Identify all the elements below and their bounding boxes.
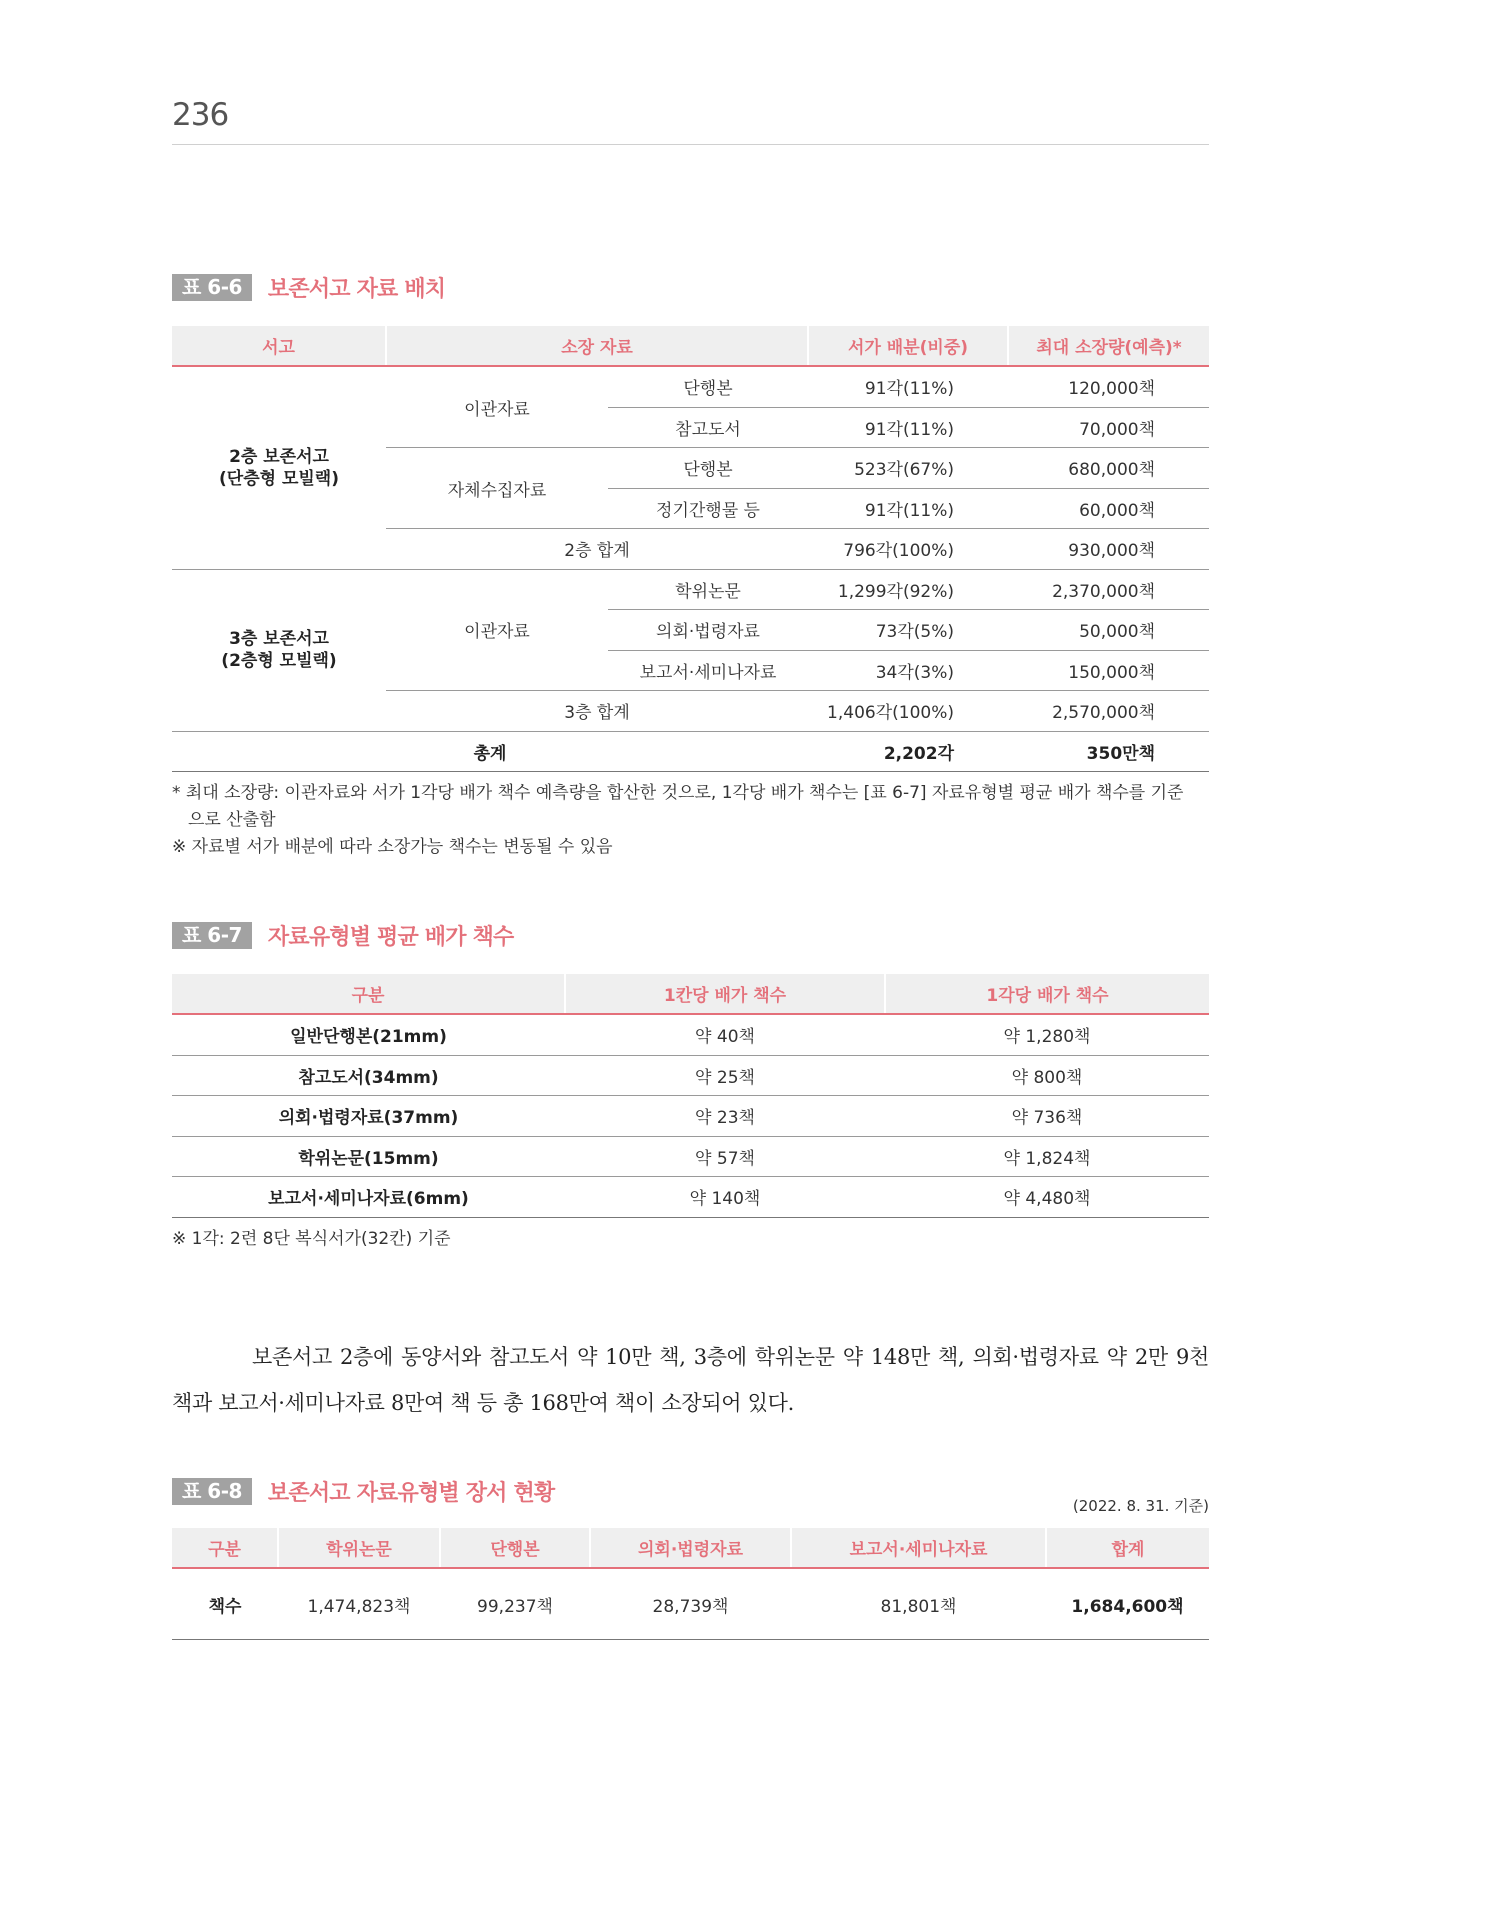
body-paragraph — [172, 1334, 1209, 1426]
table-row — [172, 1055, 1209, 1096]
total-label: 총계 — [172, 731, 808, 772]
table-6-6-title: 보존서고 자료 배치 — [267, 276, 446, 302]
table-6-8 — [172, 1528, 1209, 1640]
table-row — [172, 1014, 1209, 1055]
shelves-cell: 34각(3%) — [808, 650, 1008, 691]
type-cell: 일반단행본(21mm) — [172, 1014, 565, 1055]
group-cell: 이관자료 — [386, 366, 608, 448]
page-number: 236 — [172, 97, 229, 133]
shelves-cell: 523각(67%) — [808, 448, 1008, 489]
type-cell: 보고서·세미나자료(6mm) — [172, 1177, 565, 1218]
table-row — [172, 569, 1209, 610]
floor-cell — [172, 366, 386, 569]
shelves-cell: 91각(11%) — [808, 366, 1008, 407]
table-header-row — [172, 1528, 1209, 1568]
table-6-6-notes — [172, 780, 1209, 861]
capacity-cell: 60,000책 — [1008, 488, 1209, 529]
type-cell: 참고도서 — [608, 407, 808, 448]
table-6-7-title: 자료유형별 평균 배가 책수 — [267, 924, 514, 950]
shelves-cell: 73각(5%) — [808, 610, 1008, 651]
footnote: * 최대 소장량: 이관자료와 서가 1각당 배가 책수 예측량을 합산한 것으로, 1각당 배가 책수는 [표 6-7] 자료유형별 평균 배가 책수를 기준 — [172, 783, 1184, 803]
table-row — [172, 1568, 1209, 1640]
capacity-cell: 680,000책 — [1008, 448, 1209, 489]
reports-count: 81,801책 — [791, 1568, 1046, 1640]
table-6-7 — [172, 974, 1209, 1218]
per-cell-count: 약 23책 — [565, 1096, 885, 1137]
floor-cell — [172, 569, 386, 731]
shelves-cell: 1,406각(100%) — [808, 691, 1008, 732]
basis-date: (2022. 8. 31. 기준) — [1072, 1497, 1209, 1515]
type-cell: 보고서·세미나자료 — [608, 650, 808, 691]
header-cell: 학위논문 — [278, 1528, 440, 1568]
header-cell: 구분 — [172, 974, 565, 1014]
capacity-cell: 120,000책 — [1008, 366, 1209, 407]
header-cell: 구분 — [172, 1528, 278, 1568]
type-cell: 단행본 — [608, 366, 808, 407]
per-shelf-count: 약 4,480책 — [885, 1177, 1209, 1218]
table-6-8-title: 보존서고 자료유형별 장서 현황 — [267, 1480, 555, 1506]
table-header-row — [172, 974, 1209, 1014]
header-cell: 1각당 배가 책수 — [885, 974, 1209, 1014]
header-cell: 1칸당 배가 책수 — [565, 974, 885, 1014]
group-cell: 자체수집자료 — [386, 448, 608, 529]
table-6-6 — [172, 326, 1209, 772]
capacity-cell: 930,000책 — [1008, 529, 1209, 570]
shelves-cell: 91각(11%) — [808, 407, 1008, 448]
table-row — [172, 1096, 1209, 1137]
table-header-row — [172, 326, 1209, 366]
type-cell: 참고도서(34mm) — [172, 1055, 565, 1096]
per-shelf-count: 약 1,824책 — [885, 1136, 1209, 1177]
total-capacity: 350만책 — [1008, 731, 1209, 772]
total-count: 1,684,600책 — [1046, 1568, 1209, 1640]
footnote-continuation: 으로 산출함 — [188, 810, 276, 830]
legislative-count: 28,739책 — [590, 1568, 791, 1640]
per-cell-count: 약 25책 — [565, 1055, 885, 1096]
table-6-7-tag: 표 6-7 — [172, 922, 252, 949]
header-cell: 소장 자료 — [386, 326, 808, 366]
floor-name: 3층 보존서고 — [229, 629, 329, 649]
type-cell: 단행본 — [608, 448, 808, 489]
monographs-count: 99,237책 — [440, 1568, 590, 1640]
capacity-cell: 150,000책 — [1008, 650, 1209, 691]
header-cell: 서고 — [172, 326, 386, 366]
type-cell: 의회·법령자료 — [608, 610, 808, 651]
total-row — [172, 731, 1209, 772]
total-shelves: 2,202각 — [808, 731, 1008, 772]
capacity-cell: 2,570,000책 — [1008, 691, 1209, 732]
type-cell: 학위논문 — [608, 569, 808, 610]
table-6-6-tag: 표 6-6 — [172, 274, 252, 301]
table-6-7-notes — [172, 1226, 1209, 1253]
header-cell: 보고서·세미나자료 — [791, 1528, 1046, 1568]
shelves-cell: 796각(100%) — [808, 529, 1008, 570]
subtotal-label: 3층 합계 — [386, 691, 808, 732]
footnote: ※ 1각: 2련 8단 복식서가(32칸) 기준 — [172, 1229, 451, 1249]
group-cell: 이관자료 — [386, 569, 608, 691]
capacity-cell: 50,000책 — [1008, 610, 1209, 651]
table-row — [172, 366, 1209, 407]
per-cell-count: 약 40책 — [565, 1014, 885, 1055]
per-shelf-count: 약 800책 — [885, 1055, 1209, 1096]
floor-rack-type: (단층형 모빌랙) — [219, 468, 339, 489]
table-6-6-caption — [172, 273, 445, 301]
table-row — [172, 1177, 1209, 1218]
body-text-line: 보존서고 2층에 동양서와 참고도서 약 10만 책, 3층에 학위논문 약 148만 책, 의회·법령자료 약 2만 9천 — [252, 1345, 1209, 1369]
per-cell-count: 약 57책 — [565, 1136, 885, 1177]
header-cell: 서가 배분(비중) — [808, 326, 1008, 366]
type-cell: 정기간행물 등 — [608, 488, 808, 529]
header-cell: 최대 소장량(예측)* — [1008, 326, 1209, 366]
capacity-cell: 70,000책 — [1008, 407, 1209, 448]
shelves-cell: 91각(11%) — [808, 488, 1008, 529]
header-cell: 합계 — [1046, 1528, 1209, 1568]
footnote: ※ 자료별 서가 배분에 따라 소장가능 책수는 변동될 수 있음 — [172, 837, 613, 857]
per-cell-count: 약 140책 — [565, 1177, 885, 1218]
table-6-8-tag: 표 6-8 — [172, 1478, 252, 1505]
subtotal-label: 2층 합계 — [386, 529, 808, 570]
body-text-line: 책과 보고서·세미나자료 8만여 책 등 총 168만여 책이 소장되어 있다. — [172, 1391, 795, 1415]
table-6-7-caption — [172, 921, 513, 949]
floor-rack-type: (2층형 모빌랙) — [221, 651, 337, 671]
header-divider — [172, 144, 1209, 145]
theses-count: 1,474,823책 — [278, 1568, 440, 1640]
capacity-cell: 2,370,000책 — [1008, 569, 1209, 610]
header-cell: 의회·법령자료 — [590, 1528, 791, 1568]
type-cell: 의회·법령자료(37mm) — [172, 1096, 565, 1137]
shelves-cell: 1,299각(92%) — [808, 569, 1008, 610]
table-row — [172, 1136, 1209, 1177]
type-cell: 학위논문(15mm) — [172, 1136, 565, 1177]
floor-name: 2층 보존서고 — [229, 446, 329, 467]
table-6-8-caption — [172, 1477, 554, 1505]
per-shelf-count: 약 1,280책 — [885, 1014, 1209, 1055]
header-cell: 단행본 — [440, 1528, 590, 1568]
per-shelf-count: 약 736책 — [885, 1096, 1209, 1137]
row-label: 책수 — [172, 1568, 278, 1640]
